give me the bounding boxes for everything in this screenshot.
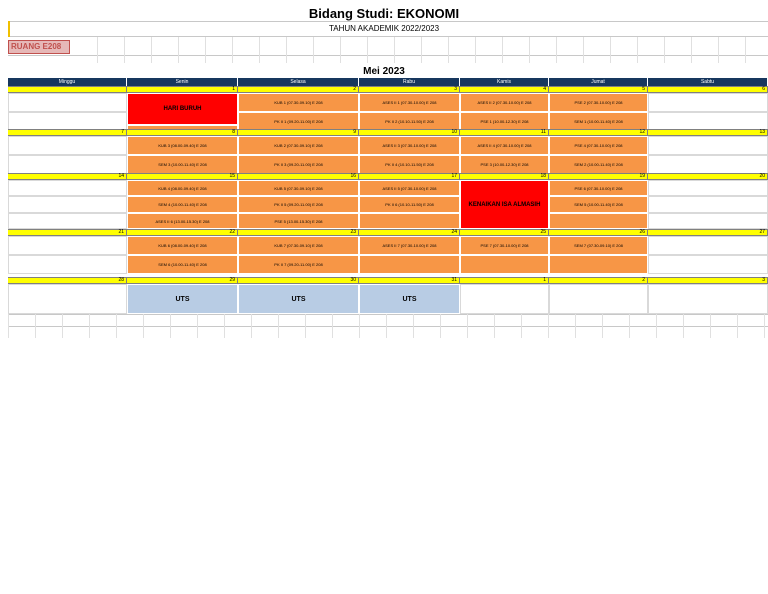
- grid-line: [691, 37, 692, 63]
- empty-cell: [648, 180, 768, 196]
- schedule-session: PK II 4 (10.10-11.50) E 208: [359, 155, 460, 174]
- date-number: 15: [127, 173, 238, 180]
- grid-line: [224, 314, 225, 338]
- day-header-kamis: Kamis: [460, 78, 549, 86]
- schedule-session: KUB 1 (07.30-09.10) E 208: [238, 93, 359, 112]
- date-number: 29: [127, 277, 238, 284]
- empty-session-cell: [359, 213, 460, 229]
- date-number: 18: [460, 173, 549, 180]
- grid-line: [575, 314, 576, 338]
- date-number: 16: [238, 173, 359, 180]
- empty-cell: [8, 255, 127, 274]
- grid-line: [62, 314, 63, 338]
- date-number: 12: [549, 129, 648, 136]
- date-number: 11: [460, 129, 549, 136]
- schedule-session: PSE 2 (07.30-10.00) E 208: [549, 93, 648, 112]
- schedule-session: PSE 5 (13.00-15.30) E 208: [238, 213, 359, 229]
- grid-line: [124, 37, 125, 63]
- empty-session-cell: [549, 213, 648, 229]
- grid-line: [278, 314, 279, 338]
- grid-line: [286, 37, 287, 63]
- day-header-jumat: Jumat: [549, 78, 648, 86]
- date-number: 2: [238, 86, 359, 93]
- date-number: 4: [460, 86, 549, 93]
- schedule-session: PK II 5 (09.20-11.00) E 208: [238, 196, 359, 213]
- grid-line: [664, 37, 665, 63]
- grid-line: [629, 314, 630, 338]
- date-number: 9: [238, 129, 359, 136]
- grid-line: [232, 37, 233, 63]
- empty-cell: [648, 213, 768, 229]
- date-number: 1: [127, 86, 238, 93]
- grid-line: [502, 37, 503, 63]
- schedule-session: PK II 3 (09.20-11.00) E 208: [238, 155, 359, 174]
- page-title: Bidang Studi: EKONOMI: [308, 6, 460, 21]
- empty-cell: [8, 284, 127, 314]
- date-number: 13: [648, 129, 768, 136]
- grid-line: [205, 37, 206, 63]
- grid-line: [556, 37, 557, 63]
- grid-line: [8, 326, 768, 327]
- grid-line: [548, 314, 549, 338]
- schedule-session: ASES II 5 (07.30-10.00) E 208: [359, 180, 460, 196]
- empty-cell: [8, 93, 127, 112]
- schedule-session: ASES II 7 (07.30-10.00) E 208: [359, 236, 460, 255]
- date-number: 1: [460, 277, 549, 284]
- empty-cell: [648, 284, 768, 314]
- date-number: 6: [648, 86, 768, 93]
- empty-cell: [648, 93, 768, 112]
- grid-line: [529, 37, 530, 63]
- schedule-session: KUB 2 (07.30-09.10) E 208: [238, 136, 359, 155]
- grid-line: [521, 314, 522, 338]
- day-header-rabu: Rabu: [359, 78, 460, 86]
- grid-line: [359, 314, 360, 338]
- grid-line: [197, 314, 198, 338]
- grid-line: [8, 314, 768, 315]
- empty-session-cell: [549, 255, 648, 274]
- date-number: 7: [8, 129, 127, 136]
- grid-line: [718, 37, 719, 63]
- schedule-session: ASES II 2 (07.30-10.00) E 208: [460, 93, 549, 112]
- grid-line: [475, 37, 476, 63]
- grid-line: [251, 314, 252, 338]
- date-number: 3: [648, 277, 768, 284]
- grid-line: [583, 37, 584, 63]
- grid-line: [89, 314, 90, 338]
- day-header-senin: Senin: [127, 78, 238, 86]
- date-number: 21: [8, 229, 127, 236]
- grid-line: [602, 314, 603, 338]
- divider: [8, 21, 768, 22]
- active-cell-marker: [8, 21, 10, 37]
- day-header-sabtu: Sabtu: [648, 78, 768, 86]
- schedule-session: KUB 7 (07.30-09.10) E 208: [238, 236, 359, 255]
- grid-line: [421, 37, 422, 63]
- date-number: 14: [8, 173, 127, 180]
- empty-cell: [648, 236, 768, 255]
- grid-line: [494, 314, 495, 338]
- empty-session-cell: [460, 255, 549, 274]
- schedule-session: ASES II 3 (07.30-10.00) E 208: [359, 136, 460, 155]
- holiday-kenaikan: KENAIKAN ISA ALMASIH: [460, 180, 549, 229]
- empty-cell: [8, 180, 127, 196]
- grid-line: [737, 314, 738, 338]
- schedule-session: SEM 1 (10.00-11.40) E 208: [549, 112, 648, 131]
- empty-cell: [460, 284, 549, 314]
- grid-line: [710, 314, 711, 338]
- schedule-session: KUB 6 (08.00-09.40) E 208: [127, 236, 238, 255]
- grid-line: [610, 37, 611, 63]
- date-number: 27: [648, 229, 768, 236]
- grid-line: [637, 37, 638, 63]
- date-number: 5: [549, 86, 648, 93]
- grid-line: [170, 314, 171, 338]
- grid-line: [305, 314, 306, 338]
- schedule-session: PSE 7 (07.30-10.00) E 208: [460, 236, 549, 255]
- day-header-minggu: Minggu: [8, 78, 127, 86]
- date-number: 17: [359, 173, 460, 180]
- grid-line: [332, 314, 333, 338]
- date-number: 10: [359, 129, 460, 136]
- month-title: Mei 2023: [363, 66, 405, 77]
- divider: [8, 55, 768, 56]
- schedule-session: SEM 3 (10.00-11.40) E 208: [127, 155, 238, 174]
- grid-line: [340, 37, 341, 63]
- date-number: 28: [8, 277, 127, 284]
- schedule-session: PK II 6 (10.10-11.50) E 208: [359, 196, 460, 213]
- date-number: 8: [127, 129, 238, 136]
- grid-line: [386, 314, 387, 338]
- empty-cell: [8, 136, 127, 155]
- date-number: 20: [648, 173, 768, 180]
- empty-cell: [549, 284, 648, 314]
- schedule-session: ASES II 4 (07.30-10.00) E 208: [460, 136, 549, 155]
- grid-line: [178, 37, 179, 63]
- empty-session-cell: [359, 255, 460, 274]
- academic-year: TAHUN AKADEMIK 2022/2023: [328, 24, 440, 33]
- date-number: 30: [238, 277, 359, 284]
- schedule-session: PK II 7 (09.20-11.00) E 208: [238, 255, 359, 274]
- empty-cell: [8, 213, 127, 229]
- empty-cell: [648, 255, 768, 274]
- schedule-session: PSE 4 (07.30-10.00) E 208: [549, 136, 648, 155]
- grid-line: [413, 314, 414, 338]
- date-number: 3: [359, 86, 460, 93]
- grid-line: [8, 314, 9, 338]
- date-number: 31: [359, 277, 460, 284]
- grid-line: [394, 37, 395, 63]
- empty-cell: [648, 155, 768, 174]
- grid-line: [467, 314, 468, 338]
- grid-line: [143, 314, 144, 338]
- schedule-session: ASES II 1 (07.30-10.00) E 208: [359, 93, 460, 112]
- day-header-selasa: Selasa: [238, 78, 359, 86]
- schedule-session: KUB 4 (08.00-09.40) E 208: [127, 180, 238, 196]
- empty-cell: [8, 196, 127, 213]
- date-number: 25: [460, 229, 549, 236]
- schedule-session: KUB 3 (08.00-09.40) E 208: [127, 136, 238, 155]
- empty-cell: [648, 136, 768, 155]
- uts-exam: UTS: [359, 284, 460, 314]
- grid-line: [97, 37, 98, 63]
- date-number: 2: [549, 277, 648, 284]
- empty-cell: [8, 236, 127, 255]
- room-label: RUANG E208: [8, 40, 70, 54]
- date-number: 26: [549, 229, 648, 236]
- grid-line: [116, 314, 117, 338]
- grid-line: [313, 37, 314, 63]
- schedule-session: PK II 2 (10.10-11.50) E 208: [359, 112, 460, 131]
- schedule-session: SEM 4 (10.00-11.40) E 208: [127, 196, 238, 213]
- schedule-session: PSE 1 (10.00-12.30) E 208: [460, 112, 549, 131]
- empty-cell: [648, 196, 768, 213]
- date-number: 23: [238, 229, 359, 236]
- schedule-session: SEM 5 (10.00-11.40) E 208: [549, 196, 648, 213]
- grid-line: [764, 314, 765, 338]
- grid-line: [683, 314, 684, 338]
- schedule-session: PK II 1 (09.20-11.00) E 208: [238, 112, 359, 131]
- empty-cell: [8, 155, 127, 174]
- grid-line: [745, 37, 746, 63]
- grid-line: [259, 37, 260, 63]
- date-number: 22: [127, 229, 238, 236]
- grid-line: [448, 37, 449, 63]
- grid-line: [440, 314, 441, 338]
- schedule-session: SEM 7 (07.30-09.10) E 208: [549, 236, 648, 255]
- grid-line: [151, 37, 152, 63]
- holiday-hari-buruh: HARI BURUH: [127, 93, 238, 125]
- schedule-session: KUB 5 (07.30-09.10) E 208: [238, 180, 359, 196]
- schedule-session: PSE 3 (10.00-12.30) E 208: [460, 155, 549, 174]
- date-number: 24: [359, 229, 460, 236]
- date-number: 19: [549, 173, 648, 180]
- schedule-session: SEM 6 (10.00-11.40) E 208: [127, 255, 238, 274]
- schedule-session: ASES II 6 (13.00-15.30) E 208: [127, 213, 238, 229]
- grid-line: [367, 37, 368, 63]
- uts-exam: UTS: [238, 284, 359, 314]
- grid-line: [656, 314, 657, 338]
- schedule-session: SEM 2 (10.00-11.40) E 208: [549, 155, 648, 174]
- divider: [8, 36, 768, 37]
- uts-exam: UTS: [127, 284, 238, 314]
- date-number: [8, 86, 127, 93]
- grid-line: [35, 314, 36, 338]
- schedule-session: PSE 6 (07.30-10.00) E 208: [549, 180, 648, 196]
